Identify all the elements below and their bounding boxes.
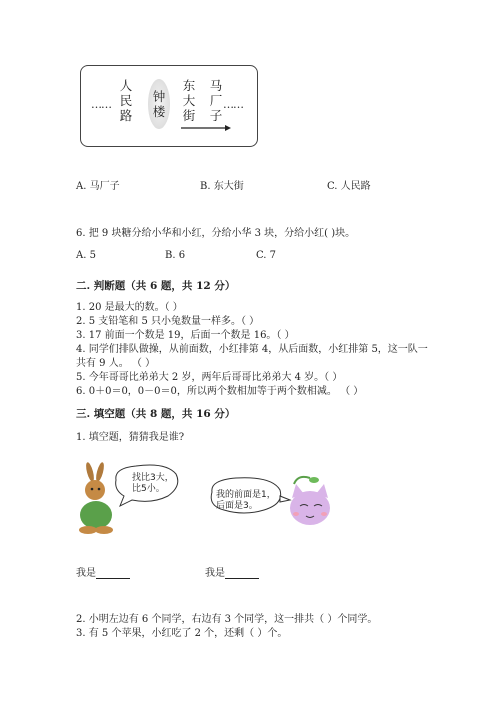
- q6-option-a: A. 5: [76, 250, 96, 261]
- q5-option-a: A. 马厂子: [76, 181, 120, 192]
- tf-item-6: 6. 0＋0＝0，0－0＝0，所以两个数相加等于两个数相减。 （ ）: [76, 386, 364, 397]
- rabbit-cat-picture: [76, 460, 332, 538]
- answer-right: 我是: [205, 564, 259, 579]
- tf-item-3: 3. 17 前面一个数是 19，后面一个数是 16。（ ）: [76, 330, 295, 341]
- tf-item-4-cont: 共有 9 人。 （ ）: [76, 358, 156, 369]
- fill-q1: 1. 填空题，猜猜我是谁?: [76, 432, 185, 443]
- left-dots: ……: [91, 98, 111, 111]
- bell-tower-label: 钟 楼: [152, 89, 166, 119]
- bubble-right-text: 我的前面是1， 后面是3。: [216, 490, 276, 511]
- q5-option-c: C. 人民路: [327, 181, 371, 192]
- q6-text: 6. 把 9 块糖分给小华和小红，分给小华 3 块，分给小红( )块。: [76, 228, 356, 239]
- q6-option-c: C. 7: [256, 250, 277, 261]
- fill-q3: 3. 有 5 个苹果，小红吃了 2 个，还剩（ ）个。: [76, 628, 288, 639]
- answer-left-blank[interactable]: [96, 568, 130, 579]
- street-renminlu: 人 民 路: [119, 78, 133, 123]
- street-map-figure: [80, 65, 258, 147]
- q5-option-b: B. 东大街: [200, 181, 244, 192]
- bubble-left-text: 找比3大， 比5小。: [132, 473, 174, 494]
- answer-left: 我是: [76, 564, 130, 579]
- right-dots: ……: [223, 98, 243, 111]
- tf-item-1: 1. 20 是最大的数。（ ）: [76, 302, 183, 313]
- street-dongdajie: 东 大 街: [182, 78, 196, 123]
- street-machangzi: 马 厂 子: [209, 78, 223, 123]
- riddle-illustration: [76, 460, 332, 538]
- tf-item-2: 2. 5 支铅笔和 5 只小兔数量一样多。（ ）: [76, 316, 260, 327]
- tf-item-4: 4. 同学们排队做操，从前面数，小红排第 4，从后面数，小红排第 5，这一队一: [76, 344, 428, 355]
- direction-arrow: [181, 124, 231, 132]
- q6-option-b: B. 6: [165, 250, 186, 261]
- section3-title: 三. 填空题（共 8 题，共 16 分）: [76, 408, 236, 420]
- fill-q2: 2. 小明左边有 6 个同学，右边有 3 个同学，这一排共（ ）个同学。: [76, 614, 378, 625]
- answer-right-blank[interactable]: [225, 568, 259, 579]
- section2-title: 二. 判断题（共 6 题，共 12 分）: [76, 280, 236, 292]
- tf-item-5: 5. 今年哥哥比弟弟大 2 岁，两年后哥哥比弟弟大 4 岁。（ ）: [76, 372, 343, 383]
